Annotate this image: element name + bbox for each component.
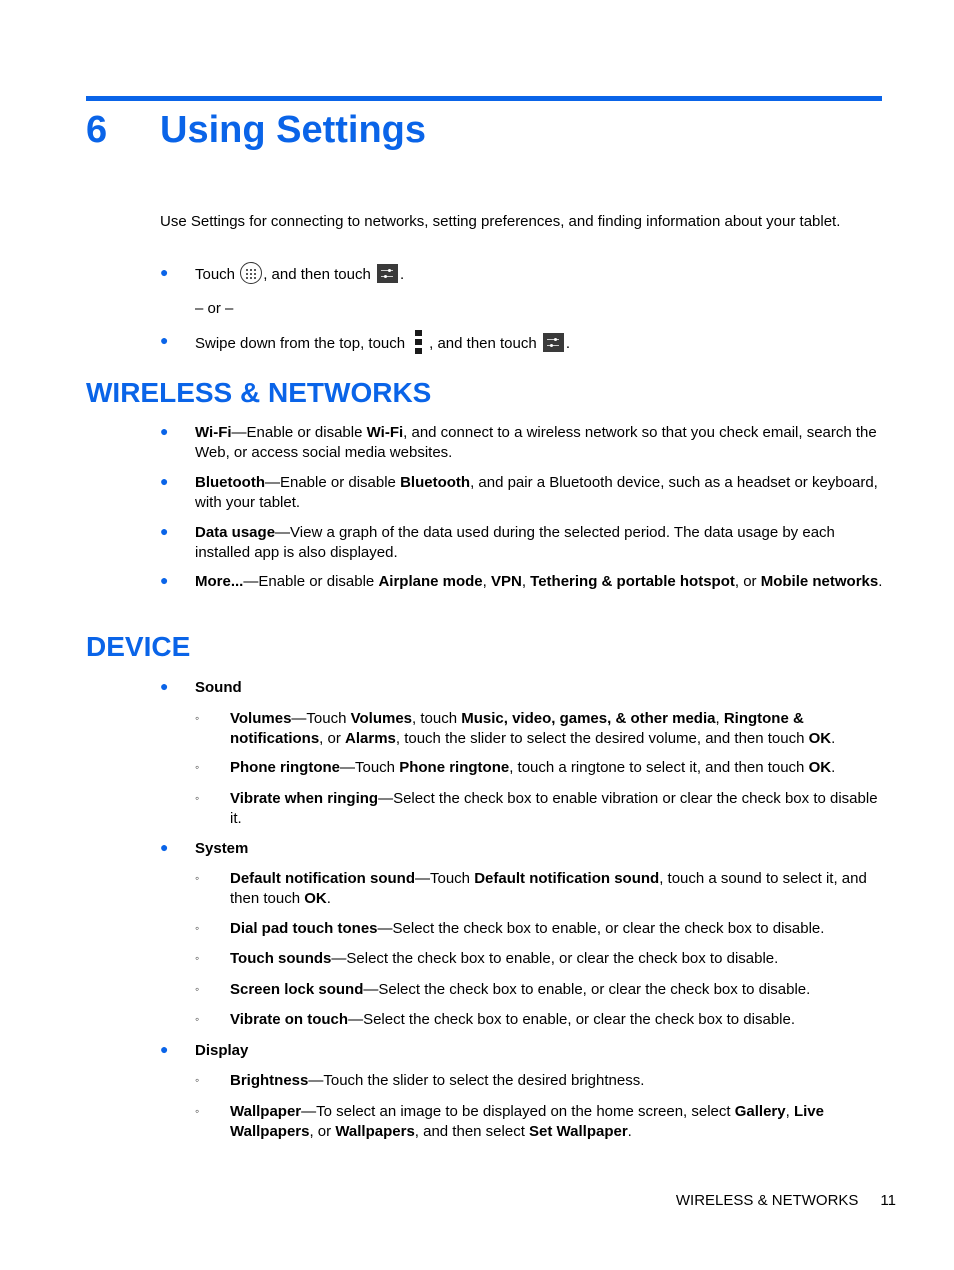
sub-bullet: ◦ (195, 760, 200, 774)
text: —Select the check box to enable, or clear the check box to disable. (377, 920, 825, 937)
text: —View a graph of the data used during the selected period. The data usage by each installed app is also displayed. (195, 524, 835, 561)
chapter-title: Using Settings (160, 109, 427, 151)
term: Default notification sound (230, 870, 415, 887)
bullet: ● (160, 839, 169, 855)
menu-icon (415, 330, 423, 354)
term: Volumes (230, 710, 292, 727)
settings-icon (377, 264, 398, 283)
chapter-number: 6 (86, 109, 108, 151)
text: , or (734, 573, 761, 590)
term: Wallpaper (230, 1103, 302, 1120)
term: Airplane mode (378, 573, 483, 590)
sub-bullet: ◦ (195, 711, 200, 725)
term: Live Wallpapers (230, 1103, 824, 1140)
text: . (831, 729, 836, 747)
text: , and pair a Bluetooth device, such as a headset or keyboard, with your tablet. (195, 474, 878, 511)
group-label: Sound (195, 679, 242, 696)
step-text: . (565, 334, 571, 352)
bullet: ● (160, 572, 169, 588)
text: . (878, 573, 883, 590)
sub-bullet: ◦ (195, 1073, 200, 1087)
term: Wi-Fi (195, 424, 232, 441)
sub-bullet: ◦ (195, 1104, 200, 1118)
term: Phone ringtone (230, 759, 340, 776)
term: Wallpapers (335, 1122, 415, 1140)
term: Set Wallpaper (529, 1122, 628, 1140)
sub-bullet: ◦ (195, 791, 200, 805)
term: Data usage (195, 524, 276, 541)
text: , touch (412, 710, 462, 727)
bullet: ● (160, 423, 169, 439)
term: More... (195, 573, 244, 590)
term: Dial pad touch tones (230, 920, 378, 937)
term: Music, video, games, & other media (461, 710, 716, 727)
bullet: ● (160, 1041, 169, 1057)
term: Screen lock sound (230, 981, 364, 998)
sub-bullet: ◦ (195, 982, 200, 996)
bullet: ● (160, 473, 169, 489)
sub-bullet: ◦ (195, 1012, 200, 1026)
term: Tethering & portable hotspot (530, 573, 735, 590)
text: —Select the check box to enable, or clear the check box to disable. (363, 981, 811, 998)
group-label: Display (195, 1042, 249, 1059)
text: —Touch (415, 870, 475, 887)
text: . (831, 759, 836, 776)
text: . (627, 1122, 632, 1140)
term: Bluetooth (400, 474, 471, 491)
text: —Select the check box to enable, or clear the check box to disable. (348, 1011, 796, 1028)
term: Touch sounds (230, 950, 332, 967)
text: , or (319, 729, 346, 747)
text: —To select an image to be displayed on the home screen, select (301, 1103, 735, 1120)
term: Gallery (734, 1103, 786, 1120)
group-label: System (195, 840, 249, 857)
page-footer (676, 1191, 896, 1210)
step-text: Touch (195, 265, 236, 283)
step-text: , and then touch (263, 265, 371, 283)
bullet: ● (160, 678, 169, 694)
page-number: 11 (880, 1192, 896, 1209)
bullet: ● (160, 264, 169, 280)
sub-bullet: ◦ (195, 921, 200, 935)
step-text: , and then touch (429, 334, 537, 352)
intro-paragraph: Use Settings for connecting to networks, setting preferences, and finding information about your tablet. (160, 213, 841, 230)
text: , (482, 573, 491, 590)
sub-bullet: ◦ (195, 951, 200, 965)
step-text: Swipe down from the top, touch (195, 334, 406, 352)
term: Bluetooth (195, 474, 265, 491)
term: Alarms (345, 729, 396, 747)
chapter-heading (86, 106, 426, 154)
text: , or (309, 1122, 336, 1140)
term: OK (808, 729, 832, 747)
term: Default notification sound (474, 870, 660, 887)
text: , and then select (414, 1122, 530, 1140)
text: , and connect to a wireless network so that you check email, search the Web, or access social media websites. (195, 424, 877, 461)
term: Phone ringtone (399, 759, 510, 776)
step-text: . (399, 265, 405, 283)
text: , (521, 573, 531, 590)
bullet: ● (160, 332, 169, 348)
footer-section: WIRELESS & NETWORKS (675, 1192, 859, 1209)
term: Wi-Fi (366, 424, 404, 441)
text: —Touch (291, 710, 351, 727)
text: —Select the check box to enable vibration or clear the check box to disable it. (230, 790, 878, 827)
term: Ringtone & notifications (230, 710, 804, 747)
apps-grid-icon (240, 262, 262, 284)
text: —Enable or disable (264, 474, 401, 491)
term: VPN (490, 573, 522, 590)
settings-icon (543, 333, 564, 352)
text: , (715, 710, 724, 727)
text: —Enable or disable (243, 573, 379, 590)
term: OK (304, 889, 327, 907)
text: —Select the check box to enable, or clear the check box to disable. (331, 950, 779, 967)
wireless-heading: WIRELESS & NETWORKS (86, 377, 432, 408)
term: Volumes (350, 710, 413, 727)
text: , (785, 1103, 794, 1120)
text: , touch a sound to select it, and then touch (230, 870, 867, 907)
term: Vibrate when ringing (230, 790, 379, 807)
text: —Enable or disable (231, 424, 367, 441)
device-heading: DEVICE (86, 631, 191, 662)
term: OK (808, 759, 832, 776)
text: . (326, 889, 331, 907)
sub-bullet: ◦ (195, 871, 200, 885)
text: , touch a ringtone to select it, and then touch (509, 759, 809, 776)
text: —Touch the slider to select the desired brightness. (308, 1072, 645, 1089)
text: , touch the slider to select the desired volume, and then touch (395, 729, 809, 747)
bullet: ● (160, 523, 169, 539)
or-separator: – or – (195, 300, 234, 317)
text: —Touch (340, 759, 400, 776)
chapter-rule (86, 96, 882, 101)
term: Vibrate on touch (230, 1011, 349, 1028)
term: Mobile networks (760, 573, 879, 590)
term: Brightness (230, 1072, 309, 1089)
